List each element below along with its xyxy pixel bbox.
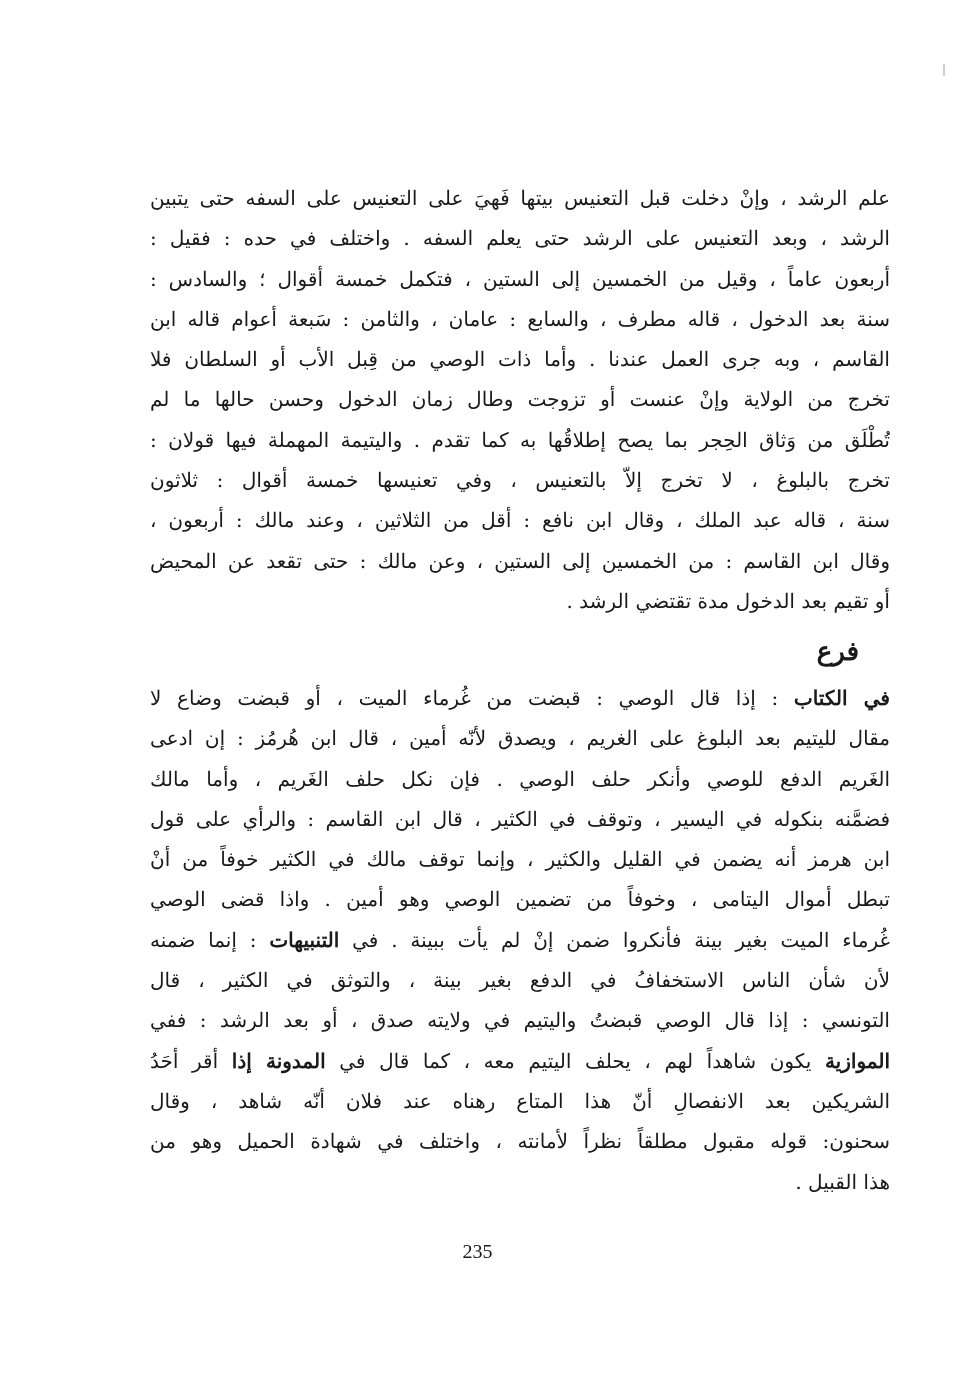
text-line: سحنون: قوله مقبول مطلقاً نظراً لأمانته ، واختلف في شهادة الحميل وهو من [150, 1129, 890, 1154]
text-line: سنة بعد الدخول ، قاله مطرف ، والسابع : عامان ، والثامن : سَبعة أعوام قاله ابن [150, 306, 890, 331]
scan-mark [943, 64, 945, 76]
text-run: : إنما ضمنه [150, 927, 270, 952]
text-line: فضمَّنه بنكوله في اليسير ، وتوقف في الكثير ، قال ابن القاسم : والرأي على قول [150, 806, 890, 831]
text-run: غُرماء الميت بغير بينة فأنكروا ضمن إنْ لم يأت ببينة . في [339, 927, 890, 952]
text-line: هذا القبيل . [795, 1169, 890, 1194]
text-run: يكون شاهداً لهم ، يحلف اليتيم معه ، كما قال في [325, 1048, 825, 1073]
text-line [150, 1041, 890, 1081]
text-line: مقال لليتيم بعد البلوغ على الغريم ، ويصدق لأنّه أمين ، قال ابن هُرمُز : إن ادعى [150, 726, 890, 751]
text-line: التونسي : إذا قال الوصي قبضتُ واليتيم في ولايته صدق ، أو بعد الرشد : ففي [150, 1008, 890, 1033]
text-run: أقر أحَدُ [150, 1048, 232, 1073]
source-title-muwaziya: الموازية [824, 1048, 890, 1073]
text-line: القاسم ، وبه جرى العمل عندنا . وأما ذات الوصي من قِبل الأب أو السلطان فلا [150, 347, 890, 372]
text-run: : إذا قال الوصي : قبضت من غُرماء الميت ، أو قبضت وضاع لا [150, 686, 794, 710]
text-line: وقال ابن القاسم : من الخمسين إلى الستين ، وعن مالك : حتى تقعد عن المحيض [150, 548, 890, 573]
text-line: تُطْلَق من وَثاق الحِجر بما يصح إطلاقُها به كما تقدم . واليتيمة المهملة فيها قولان : [150, 427, 890, 452]
page-number: 235 [462, 1241, 493, 1263]
paragraph-continuation [150, 178, 890, 621]
text-line: ابن هرمز أنه يضمن في القليل والكثير ، وإنما توقف مالك في الكثير خوفاً من أنْ [150, 847, 890, 872]
section-heading: فرع [816, 637, 859, 667]
text-line: سنة ، قاله عبد الملك ، وقال ابن نافع : أقل من الثلاثين ، وعند مالك : أربعون ، [150, 508, 890, 533]
paragraph-section [150, 678, 890, 1202]
text-line: تخرج من الولاية وإنْ عنست أو تزوجت وطال زمان الدخول وحسن حالها ما لم [150, 387, 890, 412]
text-line: الرشد ، وبعد التعنيس على الرشد حتى يعلم السفه . واختلف في حده : فقيل : [150, 226, 890, 251]
text-line: أو تقيم بعد الدخول مدة تقتضي الرشد . [566, 588, 890, 613]
text-line [150, 920, 890, 960]
text-line [150, 678, 890, 718]
text-line: تبطل أموال اليتامى ، وخوفاً من تضمين الوصي وهو أمين . واذا قضى الوصي [150, 887, 890, 912]
source-title-mudawwana: المدونة إذا [231, 1048, 326, 1073]
text-line: الغَريم الدفع للوصي وأنكر حلف الوصي . فإن نكل حلف الغَريم ، وأما مالك [150, 766, 890, 791]
source-title-tanbihat: التنبيهات [269, 927, 340, 952]
source-title-al-kitab: في الكتاب [793, 686, 890, 710]
text-line: تخرج بالبلوغ ، لا تخرج إلاّ بالتعنيس ، وفي تعنيسها خمسة أقوال : ثلاثون [150, 468, 890, 493]
text-line: الشريكين بعد الانفصالِ أنّ هذا المتاع رهناه عند فلان أنّه شاهد ، وقال [150, 1088, 890, 1113]
text-line: علم الرشد ، وإنْ دخلت قبل التعنيس بيتها فَهيَ على التعنيس على السفه حتى يتبين [150, 186, 890, 210]
text-line: أربعون عاماً ، وقيل من الخمسين إلى الستين ، فتكمل خمسة أقوال ؛ والسادس : [150, 266, 890, 291]
text-line: لأن شأن الناس الاستخفافُ في الدفع بغير بينة ، والتوثق في الكثير ، قال [150, 968, 890, 993]
